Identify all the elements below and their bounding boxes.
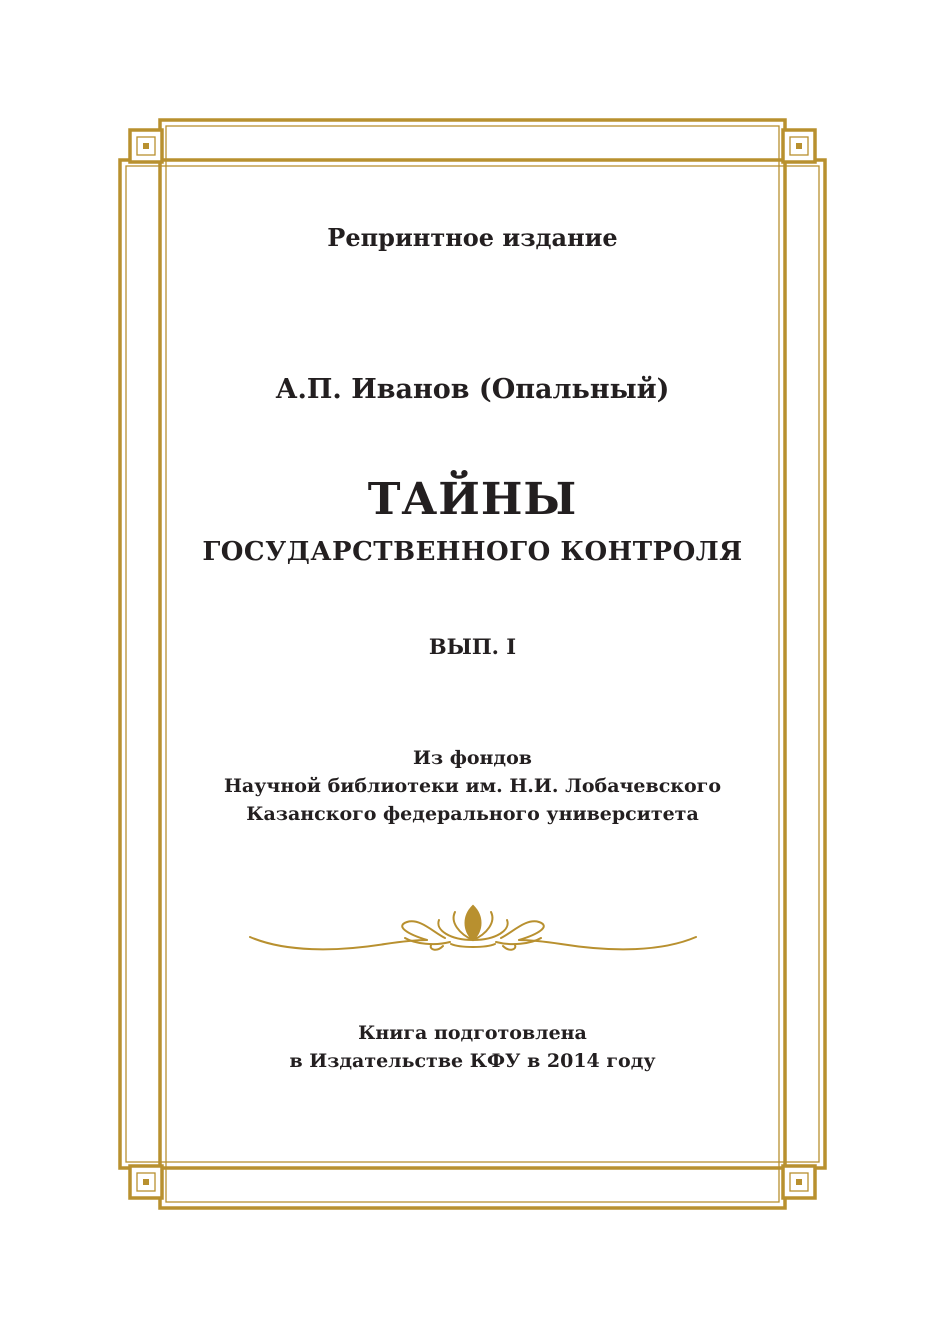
corner-knot-top-left [130,130,162,162]
corner-knot-bottom-right [783,1166,815,1198]
source-line-3: Казанского федерального университета [246,803,699,825]
prepared-line-1: Книга подготовлена [358,1022,587,1044]
corner-knot-top-right [783,130,815,162]
source-line-1: Из фондов [413,747,532,769]
flourish-ornament [245,900,701,960]
prepared-line-2: в Издательстве КФУ в 2014 году [289,1050,656,1072]
book-subtitle: ГОСУДАРСТВЕННОГО КОНТРОЛЯ [202,537,743,567]
book-title: ТАЙНЫ [367,474,578,525]
publisher-note [0,1019,945,1075]
edition-label: Репринтное издание [327,223,618,252]
library-source [0,744,945,828]
issue-number: ВЫП. I [428,634,517,659]
corner-knot-bottom-left [130,1166,162,1198]
author-name: А.П. Иванов (Опальный) [275,374,670,405]
source-line-2: Научной библиотеки им. Н.И. Лобачевского [223,775,721,797]
